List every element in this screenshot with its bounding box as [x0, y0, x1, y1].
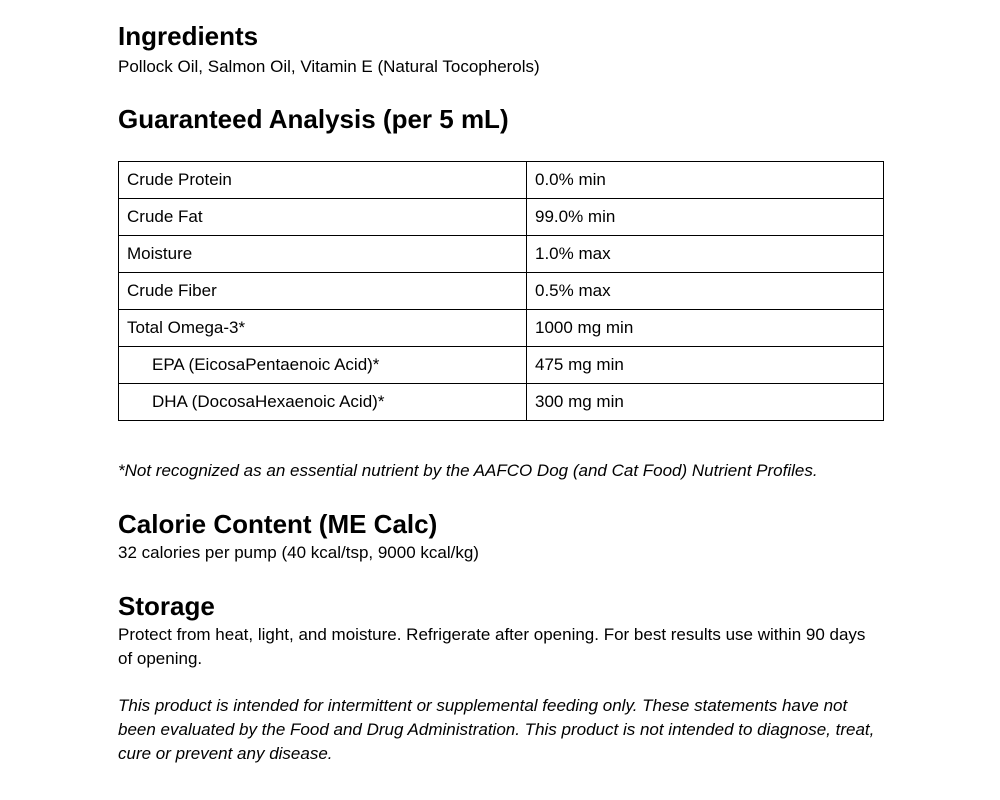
nutrient-label: Moisture — [119, 236, 527, 273]
nutrient-value: 1000 mg min — [527, 310, 884, 347]
nutrient-label: Crude Fiber — [119, 273, 527, 310]
ingredients-text: Pollock Oil, Salmon Oil, Vitamin E (Natural Tocopherols) — [118, 57, 540, 76]
table-row — [119, 310, 884, 347]
nutrient-value: 99.0% min — [527, 199, 884, 236]
table-row — [119, 384, 884, 421]
aafco-footnote: *Not recognized as an essential nutrient by the AAFCO Dog (and Cat Food) Nutrient Profiles. — [118, 461, 818, 480]
table-row — [119, 162, 884, 199]
nutrient-value: 0.0% min — [527, 162, 884, 199]
storage-heading: Storage — [118, 591, 215, 621]
fda-disclaimer: This product is intended for intermittent or supplemental feeding only. These statements have not been evaluated by the Food and Drug Administration. This product is not intended to diagnose, treat, cure or prevent any disease. — [118, 696, 875, 763]
nutrient-label: Crude Fat — [119, 199, 527, 236]
nutrient-label: EPA (EicosaPentaenoic Acid)* — [119, 347, 527, 384]
nutrient-label: Crude Protein — [119, 162, 527, 199]
nutrient-value: 1.0% max — [527, 236, 884, 273]
table-row — [119, 236, 884, 273]
nutrient-label: DHA (DocosaHexaenoic Acid)* — [119, 384, 527, 421]
ingredients-heading: Ingredients — [118, 21, 259, 51]
table-row — [119, 199, 884, 236]
nutrient-value: 300 mg min — [527, 384, 884, 421]
nutrient-value: 475 mg min — [527, 347, 884, 384]
calorie-content-heading: Calorie Content (ME Calc) — [118, 509, 438, 539]
table-row — [119, 273, 884, 310]
nutrient-label: Total Omega-3* — [119, 310, 527, 347]
storage-text: Protect from heat, light, and moisture. Refrigerate after opening. For best results use within 90 days of opening. — [118, 625, 866, 668]
calorie-content-text: 32 calories per pump (40 kcal/tsp, 9000 kcal/kg) — [118, 543, 479, 562]
table-row — [119, 347, 884, 384]
guaranteed-analysis-table — [118, 161, 884, 421]
nutrient-value: 0.5% max — [527, 273, 884, 310]
guaranteed-analysis-heading: Guaranteed Analysis (per 5 mL) — [118, 104, 509, 134]
